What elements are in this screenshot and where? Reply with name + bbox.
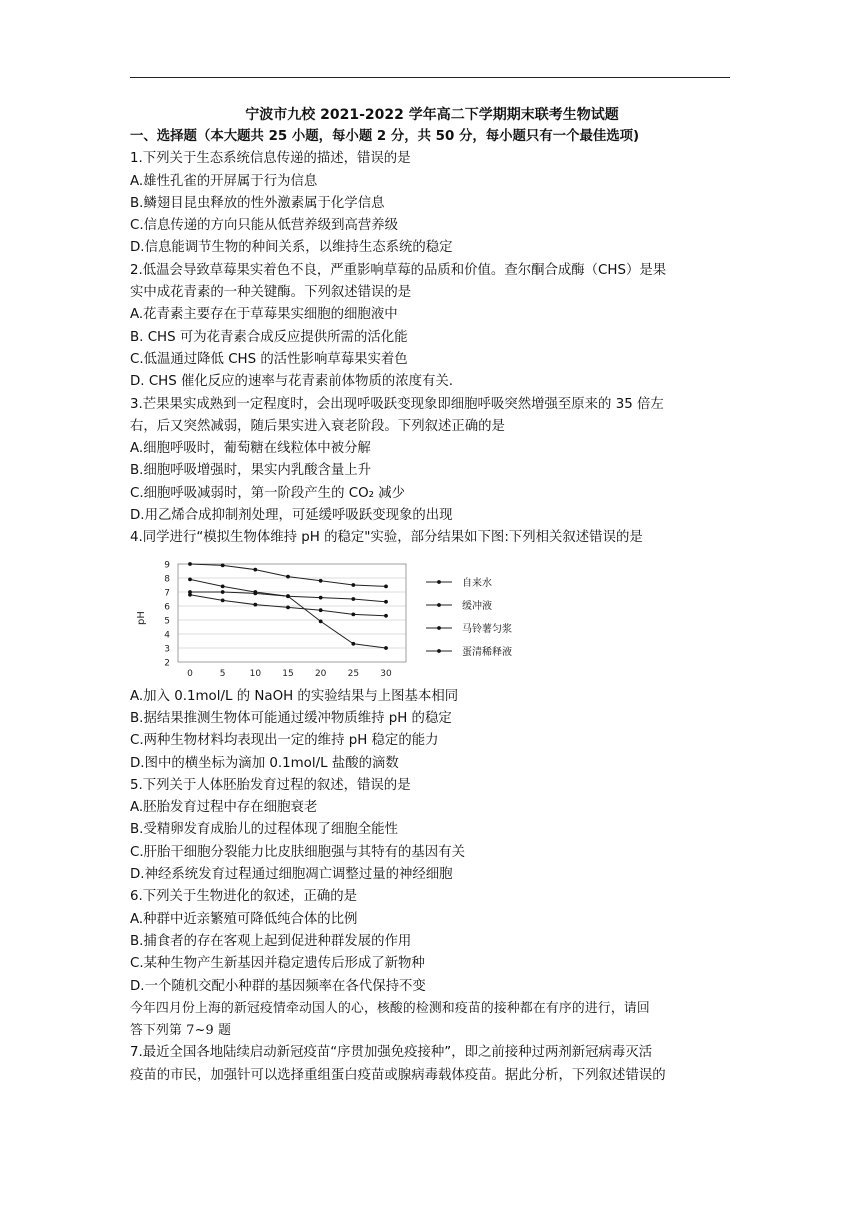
x-tick-label: 5 (219, 668, 226, 678)
y-tick-label: 6 (164, 602, 170, 613)
series-3-point (188, 593, 192, 597)
question-3-option-a: A.细胞呼吸时，葡萄糖在线粒体中被分解 (130, 441, 371, 457)
section-heading: 一、选择题（本大题共 25 小题，每小题 2 分，共 50 分，每小题只有一个最佳选项) (130, 129, 640, 144)
series-3-point (253, 602, 257, 606)
series-1-point (384, 646, 388, 650)
y-tick-label: 9 (164, 560, 170, 571)
question-4-option-a: A.加入 0.1mol/L 的 NaOH 的实验结果与上图基本相同 (130, 688, 459, 704)
question-2-stem-line-2: 实中成花青素的一种关键酶。下列叙述错误的是 (130, 285, 412, 301)
series-4-point (319, 595, 323, 599)
question-2-option-d: D. CHS 催化反应的速率与花青素前体物质的浓度有关. (130, 374, 454, 390)
question-1-option-a: A.雄性孔雀的开屏属于行为信息 (130, 173, 318, 189)
series-2-point (319, 579, 323, 583)
series-4-point (384, 600, 388, 604)
question-4-option-d: D.图中的横坐标为滴加 0.1mol/L 盐酸的滴数 (130, 755, 399, 771)
y-tick-label: 2 (164, 658, 170, 669)
x-tick-label: 0 (187, 668, 193, 678)
question-6-option-b: B.捕食者的存在客观上起到促进种群发展的作用 (130, 933, 412, 949)
question-3-option-d: D.用乙烯合成抑制剂处理，可延缓呼吸跃变现象的出现 (130, 508, 453, 524)
legend-swatch-marker (437, 603, 441, 607)
exam-title: 宁波市九校 2021-2022 学年高二下学期期末联考生物试题 (245, 107, 619, 123)
question-1-stem: 1.下列关于生态系统信息传递的描述，错误的是 (130, 151, 411, 167)
series-4-point (188, 577, 192, 581)
y-tick-label: 7 (164, 588, 170, 599)
question-6-option-a: A.种群中近亲繁殖可降低纯合体的比例 (130, 911, 358, 927)
y-tick-label: 8 (164, 574, 170, 585)
series-4-point (221, 584, 225, 588)
question-6-option-c: C.某种生物产生新基因并稳定遗传后形成了新物种 (130, 956, 425, 972)
ph-chart (130, 556, 530, 678)
series-4-point (253, 590, 257, 594)
question-3-stem-line-2: 右，后又突然减弱，随后果实进入衰老阶段。下列叙述正确的是 (130, 418, 505, 434)
x-tick-label: 10 (249, 668, 262, 678)
legend-swatch-marker (437, 626, 441, 630)
exam-page (130, 104, 734, 1087)
y-tick-label: 3 (164, 644, 170, 655)
series-3-point (351, 612, 355, 616)
legend-swatch-marker (437, 580, 441, 584)
question-7-stem-line-1: 7.最近全国各地陆续启动新冠疫苗“序贯加强免疫接种”，即之前接种过两剂新冠病毒灭活 (130, 1045, 653, 1061)
legend-swatch-marker (437, 649, 441, 653)
series-1-point (221, 590, 225, 594)
series-3-point (286, 605, 290, 609)
question-6-stem: 6.下列关于生物进化的叙述，正确的是 (130, 889, 358, 905)
question-5-option-b: B.受精卵发育成胎儿的过程体现了细胞全能性 (130, 822, 398, 838)
question-3-option-c: C.细胞呼吸减弱时，第一阶段产生的 CO₂ 减少 (130, 485, 406, 501)
passage-line-2: 答下列第 7~9 题 (130, 1023, 232, 1039)
question-1-option-c: C.信息传递的方向只能从低营养级到高营养级 (130, 218, 399, 234)
series-2-point (351, 583, 355, 587)
question-6-option-d: D.一个随机交配小种群的基因频率在各代保持不变 (130, 978, 426, 994)
legend-label: 自来水 (462, 577, 492, 589)
series-4-point (286, 594, 290, 598)
question-4-option-b: B.据结果推测生物体可能通过缓冲物质维持 pH 的稳定 (130, 710, 452, 726)
y-axis-label: pH (136, 610, 147, 625)
question-5-stem: 5.下列关于人体胚胎发育过程的叙述，错误的是 (130, 777, 411, 793)
question-5-option-d: D.神经系统发育过程通过细胞凋亡调整过量的神经细胞 (130, 867, 453, 883)
question-1-option-b: B.鳞翅目昆虫释放的性外激素属于化学信息 (130, 195, 385, 211)
x-tick-label: 20 (314, 668, 327, 678)
series-2-point (221, 563, 225, 567)
series-3-point (384, 614, 388, 618)
series-3-point (221, 598, 225, 602)
plot-frame (178, 564, 406, 662)
question-4-stem: 4.同学进行“模拟生物体维持 pH 的稳定"实验，部分结果如下图:下列相关叙述错误的是 (130, 530, 643, 546)
series-1-point (319, 619, 323, 623)
x-tick-label: 25 (347, 668, 360, 678)
question-4-option-c: C.两种生物材料均表现出一定的维持 pH 稳定的能力 (130, 733, 439, 749)
legend-label: 蛋清稀释液 (462, 646, 512, 658)
series-2-point (384, 584, 388, 588)
legend-label: 马铃薯匀浆 (462, 623, 512, 635)
series-4-point (351, 597, 355, 601)
question-3-stem-line-1: 3.芒果果实成熟到一定程度时，会出现呼吸跃变现象即细胞呼吸突然增强至原来的 35 倍左 (130, 396, 664, 412)
y-tick-label: 4 (164, 630, 170, 641)
question-2-option-c: C.低温通过降低 CHS 的活性影响草莓果实着色 (130, 351, 408, 367)
legend-label: 缓冲液 (462, 600, 492, 612)
question-5-option-c: C.肝胎干细胞分裂能力比皮肤细胞强与其特有的基因有关 (130, 844, 465, 860)
series-2-point (286, 574, 290, 578)
question-5-option-a: A.胚胎发育过程中存在细胞衰老 (130, 800, 318, 816)
ph-line-chart (130, 556, 530, 678)
series-2-point (253, 567, 257, 571)
series-3-point (319, 608, 323, 612)
x-tick-label: 15 (282, 668, 294, 678)
series-1-point (351, 642, 355, 646)
x-tick-label: 30 (380, 668, 392, 678)
question-2-stem-line-1: 2.低温会导致草莓果实着色不良，严重影响草莓的品质和价值。查尔酮合成酶（CHS）是果 (130, 262, 667, 278)
question-3-option-b: B.细胞呼吸增强时，果实内乳酸含量上升 (130, 463, 372, 479)
header-rule (130, 77, 730, 78)
question-7-stem-line-2: 疫苗的市民，加强针可以选择重组蛋白疫苗或腺病毒载体疫苗。据此分析，下列叙述错误的 (130, 1067, 666, 1083)
question-1-option-d: D.信息能调节生物的种间关系，以维持生态系统的稳定 (130, 240, 453, 256)
y-tick-label: 5 (164, 616, 170, 627)
series-2-point (188, 562, 192, 566)
passage-line-1: 今年四月份上海的新冠疫情牵动国人的心，核酸的检测和疫苗的接种都在有序的进行，请回 (130, 1000, 650, 1016)
question-2-option-b: B. CHS 可为花青素合成反应提供所需的活化能 (130, 329, 408, 345)
question-2-option-a: A.花青素主要存在于草莓果实细胞的细胞液中 (130, 307, 398, 323)
